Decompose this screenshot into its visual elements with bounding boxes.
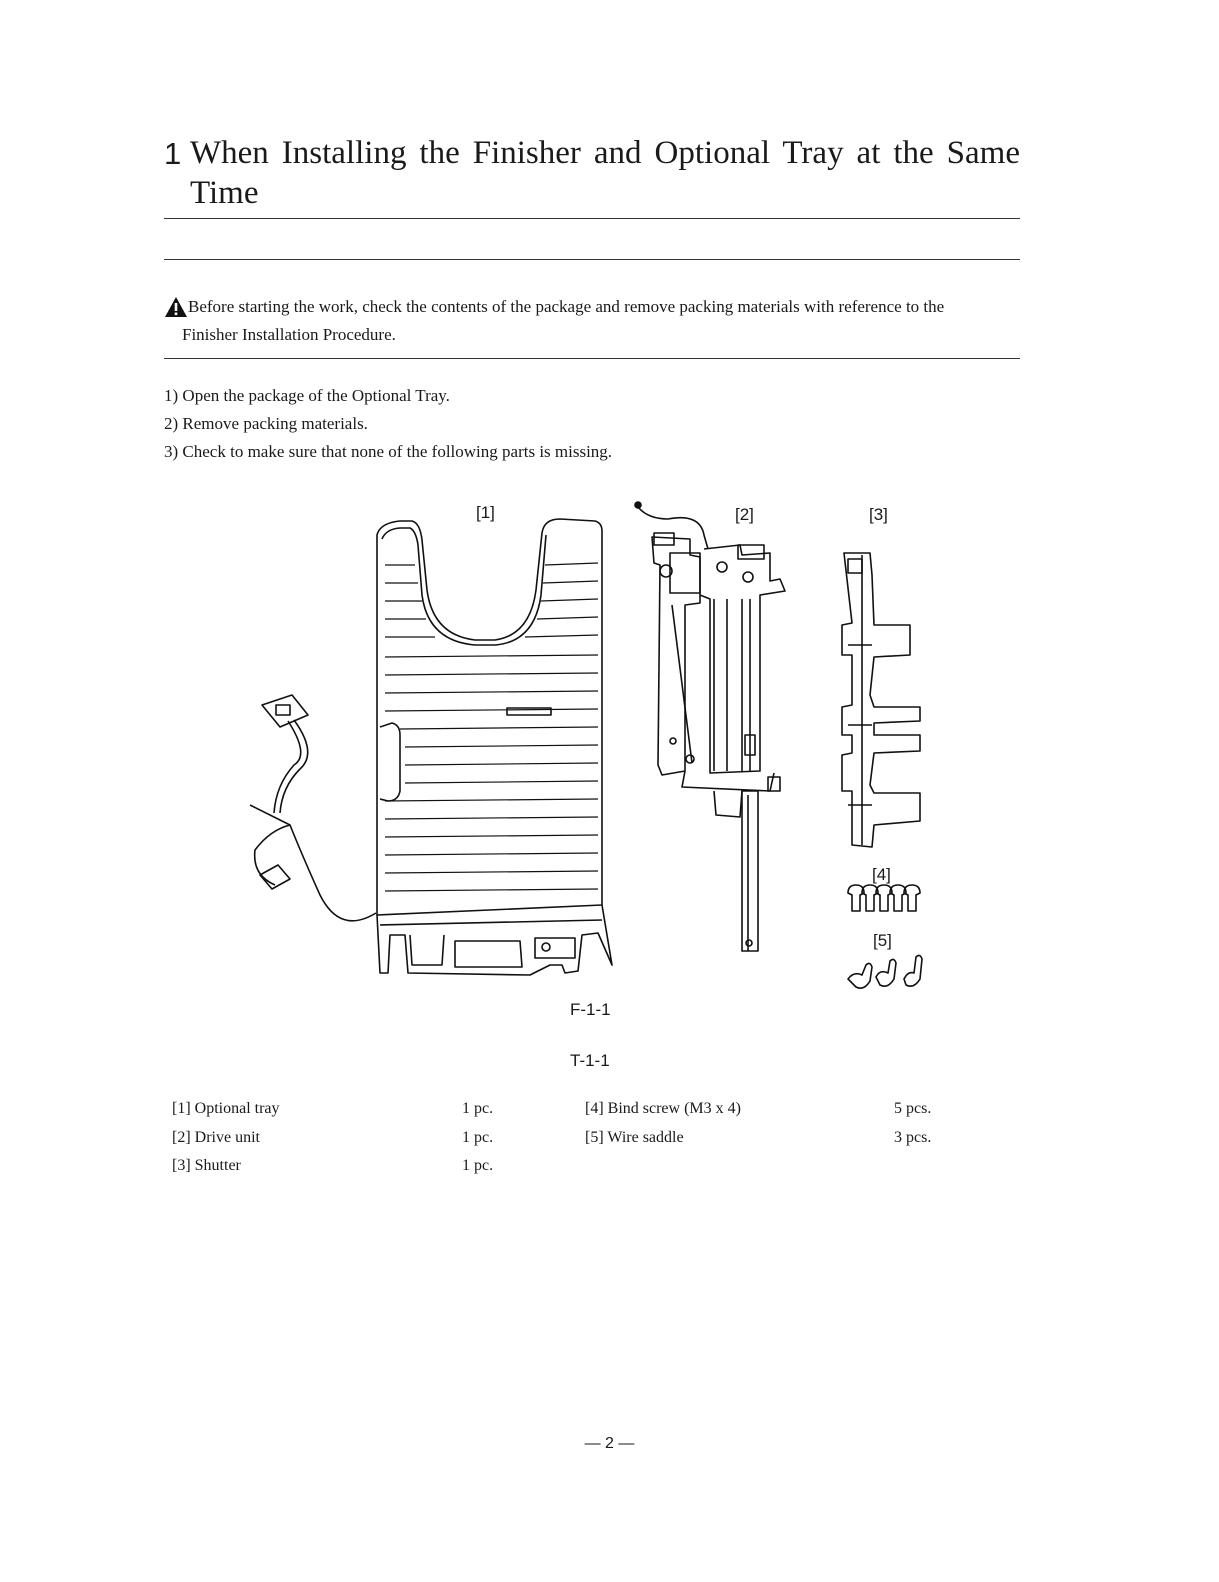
- optional-tray-drawing: [250, 519, 612, 975]
- part-qty: 3 pcs.: [894, 1128, 932, 1146]
- parts-illustration: [230, 495, 990, 1005]
- part-label-5: [5]: [873, 931, 892, 950]
- part-qty: 1 pc.: [462, 1157, 494, 1174]
- table-row: [172, 1152, 972, 1181]
- part-qty: 5 pcs.: [894, 1100, 932, 1117]
- figure-caption: F-1-1: [570, 1000, 611, 1019]
- parts-drawing: [230, 495, 990, 1005]
- part-label-1: [1]: [476, 503, 495, 522]
- heading-rule: [164, 218, 1020, 219]
- part-qty: 1 pc.: [462, 1128, 494, 1146]
- caution-note: [164, 293, 1020, 349]
- bind-screws-drawing: [848, 885, 920, 911]
- shutter-drawing: [842, 553, 920, 847]
- part-label-4: [4]: [872, 865, 891, 884]
- parts-table: [172, 1095, 972, 1181]
- step-item: 1) Open the package of the Optional Tray.: [164, 386, 450, 405]
- drive-unit-drawing: [635, 502, 785, 951]
- part-qty: 1 pc.: [462, 1100, 494, 1117]
- caution-text-line1: Before starting the work, check the contents of the package and remove packing materials with reference to the: [188, 297, 945, 316]
- part-name: [2] Drive unit: [172, 1128, 260, 1146]
- part-name: [5] Wire saddle: [585, 1128, 684, 1146]
- step-item: 2) Remove packing materials.: [164, 414, 368, 433]
- table-caption: T-1-1: [570, 1051, 610, 1070]
- section-number: 1: [164, 136, 182, 171]
- part-name: [4] Bind screw (M3 x 4): [585, 1100, 741, 1117]
- part-label-3: [3]: [869, 505, 888, 524]
- table-row: [172, 1095, 972, 1124]
- wire-saddles-drawing: [848, 955, 922, 988]
- caution-bottom-rule: [164, 358, 1020, 359]
- section-heading: [164, 133, 1020, 213]
- part-name: [3] Shutter: [172, 1157, 241, 1174]
- part-name: [1] Optional tray: [172, 1100, 280, 1117]
- step-item: 3) Check to make sure that none of the following parts is missing.: [164, 442, 613, 461]
- table-row: [172, 1124, 972, 1153]
- caution-top-rule: [164, 259, 1020, 260]
- warning-triangle-icon: [164, 296, 188, 318]
- part-label-2: [2]: [735, 505, 754, 524]
- caution-text-line2: Finisher Installation Procedure.: [182, 325, 396, 344]
- section-title: When Installing the Finisher and Optional Tray at the Same Time: [190, 135, 1020, 211]
- page-number: — 2 —: [584, 1435, 635, 1452]
- step-list: [164, 382, 612, 466]
